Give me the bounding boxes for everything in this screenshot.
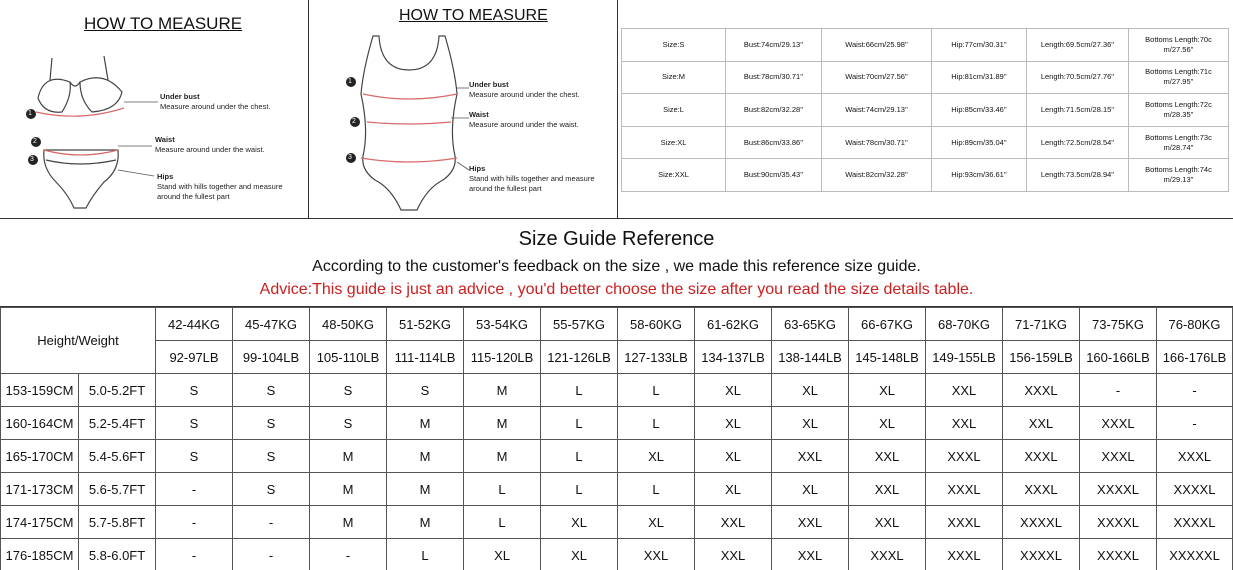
size-cell: XXXXL (1003, 506, 1080, 539)
height-row (1, 440, 1233, 473)
waist-cell: Waist:82cm/32.28'' (822, 159, 932, 192)
bottoms-length-cell (1129, 94, 1229, 127)
size-cell: XL (695, 440, 772, 473)
size-cell: Size:M (622, 61, 726, 94)
weight-lb-header: 166-176LB (1157, 341, 1233, 374)
length-cell: Length:71.5cm/28.15'' (1027, 94, 1129, 127)
under-bust-annotation (160, 92, 271, 112)
size-cell: XXXXL (1080, 539, 1157, 570)
size-cell: L (541, 374, 618, 407)
bottoms-length-line-1: Bottoms Length:74c (1145, 165, 1212, 175)
size-cell: XL (618, 506, 695, 539)
size-cell: M (464, 407, 541, 440)
size-guide-advice: Advice:This guide is just an advice , you'd better choose the size after you read the size details table. (259, 281, 974, 298)
bust-cell: Bust:78cm/30.71'' (726, 61, 822, 94)
height-ft-cell: 5.6-5.7FT (79, 473, 156, 506)
weight-lb-header: 149-155LB (926, 341, 1003, 374)
weight-kg-header: 53-54KG (464, 308, 541, 341)
size-cell: XXL (772, 440, 849, 473)
how-to-measure-title: HOW TO MEASURE (399, 7, 548, 24)
size-cell: XXXL (1003, 374, 1080, 407)
size-cell: XXL (849, 440, 926, 473)
size-cell: M (387, 407, 464, 440)
weight-lb-header: 92-97LB (156, 341, 233, 374)
height-ft-cell: 5.2-5.4FT (79, 407, 156, 440)
size-cell: S (156, 374, 233, 407)
height-cm-cell: 176-185CM (1, 539, 79, 570)
size-cell: - (1157, 374, 1233, 407)
weight-kg-header: 45-47KG (233, 308, 310, 341)
hips-label: Hips (469, 164, 486, 173)
under-bust-annotation (469, 80, 580, 100)
weight-kg-header: 48-50KG (310, 308, 387, 341)
size-cell: XXXL (926, 440, 1003, 473)
weight-kg-header: 51-52KG (387, 308, 464, 341)
bottoms-length-cell (1129, 61, 1229, 94)
hip-cell: Hip:77cm/30.31'' (932, 29, 1027, 62)
size-cell: S (310, 407, 387, 440)
how-to-measure-title: HOW TO MEASURE (84, 14, 243, 33)
size-cell: XXXL (1080, 440, 1157, 473)
size-cell: M (310, 440, 387, 473)
bottoms-length-line-2: m/27.95'' (1163, 77, 1194, 87)
size-cell: XXXL (926, 539, 1003, 570)
size-cell: L (464, 506, 541, 539)
hips-annotation (469, 164, 595, 194)
size-cell: XXL (1003, 407, 1080, 440)
size-cell: M (310, 473, 387, 506)
size-cell: XL (695, 407, 772, 440)
size-cell: L (618, 374, 695, 407)
bottoms-length-cell (1129, 159, 1229, 192)
under-bust-label: Under bust (160, 92, 200, 101)
measure-section (0, 0, 1233, 219)
size-cell: XL (772, 473, 849, 506)
size-cell: L (618, 473, 695, 506)
waist-annotation (469, 110, 579, 130)
size-cell: S (310, 374, 387, 407)
bust-cell: Bust:86cm/33.86'' (726, 126, 822, 159)
weight-kg-header: 58-60KG (618, 308, 695, 341)
size-cell: - (156, 539, 233, 570)
size-cell: S (156, 407, 233, 440)
size-cell: M (387, 506, 464, 539)
size-cell: - (233, 539, 310, 570)
bottoms-length-line-2: m/27.56'' (1163, 44, 1194, 54)
weight-kg-header: 55-57KG (541, 308, 618, 341)
size-cell: S (156, 440, 233, 473)
bottoms-length-cell (1129, 126, 1229, 159)
weight-kg-header: 73-75KG (1080, 308, 1157, 341)
weight-kg-header: 71-71KG (1003, 308, 1080, 341)
size-cell: XXXXL (1157, 506, 1233, 539)
bottoms-length-line-2: m/28.35'' (1163, 109, 1194, 119)
height-ft-cell: 5.0-5.2FT (79, 374, 156, 407)
hip-cell: Hip:81cm/31.89'' (932, 61, 1027, 94)
bust-cell: Bust:82cm/32.28'' (726, 94, 822, 127)
bottoms-length-line-2: m/28.74'' (1163, 142, 1194, 152)
size-cell: XXXXXL (1157, 539, 1233, 570)
size-cell: XL (541, 539, 618, 570)
size-cell: XXL (618, 539, 695, 570)
size-cell: XL (849, 407, 926, 440)
waist-cell: Waist:78cm/30.71'' (822, 126, 932, 159)
size-cell: L (464, 473, 541, 506)
size-guide-title: Size Guide Reference (518, 228, 715, 250)
size-details-table (621, 28, 1229, 192)
size-cell: S (233, 374, 310, 407)
size-cell: - (310, 539, 387, 570)
size-cell: M (464, 440, 541, 473)
waist-desc: Measure around under the waist. (469, 120, 579, 129)
size-cell: XL (772, 374, 849, 407)
size-cell: XXXL (1080, 407, 1157, 440)
height-ft-cell: 5.4-5.6FT (79, 440, 156, 473)
size-cell: M (387, 440, 464, 473)
size-cell: L (618, 407, 695, 440)
size-cell: - (156, 473, 233, 506)
size-cell: XXL (926, 407, 1003, 440)
size-cell: XL (464, 539, 541, 570)
size-cell: XXL (695, 506, 772, 539)
size-cell: XXL (849, 506, 926, 539)
length-cell: Length:73.5cm/28.94'' (1027, 159, 1129, 192)
size-guide-subtitle: According to the customer's feedback on the size , we made this reference size guide. (312, 258, 921, 275)
weight-lb-header: 138-144LB (772, 341, 849, 374)
size-cell: XXXL (1003, 473, 1080, 506)
size-cell: XXL (849, 473, 926, 506)
size-cell: S (233, 407, 310, 440)
marker-3: 3 (348, 154, 352, 161)
size-cell: XL (849, 374, 926, 407)
size-cell: XL (541, 506, 618, 539)
marker-3: 3 (30, 156, 34, 163)
length-cell: Length:72.5cm/28.54'' (1027, 126, 1129, 159)
size-cell: XXXL (1157, 440, 1233, 473)
waist-label: Waist (155, 135, 175, 144)
size-cell: XXL (926, 374, 1003, 407)
size-detail-row (622, 159, 1229, 192)
weight-kg-header: 42-44KG (156, 308, 233, 341)
size-cell: XXXXL (1003, 539, 1080, 570)
bust-cell: Bust:74cm/29.13'' (726, 29, 822, 62)
weight-lb-header: 99-104LB (233, 341, 310, 374)
size-detail-row (622, 94, 1229, 127)
marker-1: 1 (348, 78, 352, 85)
weight-kg-header: 63-65KG (772, 308, 849, 341)
length-cell: Length:70.5cm/27.76'' (1027, 61, 1129, 94)
size-cell: Size:XL (622, 126, 726, 159)
weight-lb-header: 105-110LB (310, 341, 387, 374)
size-cell: Size:XXL (622, 159, 726, 192)
size-cell: M (464, 374, 541, 407)
under-bust-label: Under bust (469, 80, 509, 89)
size-cell: XXXL (926, 473, 1003, 506)
hips-label: Hips (157, 172, 174, 181)
marker-2: 2 (33, 138, 37, 145)
height-ft-cell: 5.7-5.8FT (79, 506, 156, 539)
size-cell: XL (695, 374, 772, 407)
weight-lb-header: 115-120LB (464, 341, 541, 374)
measure-panel-swimsuit (309, 0, 618, 219)
size-cell: L (387, 539, 464, 570)
weight-lb-header: 111-114LB (387, 341, 464, 374)
size-cell: XXXL (1003, 440, 1080, 473)
bottoms-length-line-2: m/29.13'' (1163, 175, 1194, 185)
hip-cell: Hip:85cm/33.46'' (932, 94, 1027, 127)
size-cell: S (233, 473, 310, 506)
size-cell: XXL (695, 539, 772, 570)
size-cell: M (387, 473, 464, 506)
hips-desc-2: around the fullest part (157, 192, 230, 201)
weight-kg-header: 66-67KG (849, 308, 926, 341)
size-cell: XL (772, 407, 849, 440)
weight-lb-header: 134-137LB (695, 341, 772, 374)
hips-annotation (157, 172, 283, 202)
height-cm-cell: 160-164CM (1, 407, 79, 440)
weight-lb-header: 145-148LB (849, 341, 926, 374)
waist-cell: Waist:66cm/25.98'' (822, 29, 932, 62)
height-row (1, 374, 1233, 407)
waist-cell: Waist:74cm/29.13'' (822, 94, 932, 127)
height-ft-cell: 5.8-6.0FT (79, 539, 156, 570)
weight-kg-header: 61-62KG (695, 308, 772, 341)
height-row (1, 506, 1233, 539)
waist-cell: Waist:70cm/27.56'' (822, 61, 932, 94)
weight-kg-header: 76-80KG (1157, 308, 1233, 341)
weight-lb-header: 156-159LB (1003, 341, 1080, 374)
bust-cell: Bust:90cm/35.43'' (726, 159, 822, 192)
size-cell: L (541, 473, 618, 506)
size-cell: Size:L (622, 94, 726, 127)
hips-desc-1: Stand with hills together and measure (157, 182, 283, 191)
size-cell: M (310, 506, 387, 539)
size-cell: XXXL (849, 539, 926, 570)
weight-lb-header: 121-126LB (541, 341, 618, 374)
bottoms-length-line-1: Bottoms Length:70c (1145, 34, 1212, 44)
hip-cell: Hip:93cm/36.61'' (932, 159, 1027, 192)
weight-kg-header: 68-70KG (926, 308, 1003, 341)
weight-kg-header-row (1, 308, 1233, 341)
length-cell: Length:69.5cm/27.36'' (1027, 29, 1129, 62)
size-cell: XXL (772, 539, 849, 570)
height-cm-cell: 171-173CM (1, 473, 79, 506)
under-bust-desc: Measure around under the chest. (469, 90, 580, 99)
size-guide-header (0, 219, 1233, 307)
size-cell: XXXL (926, 506, 1003, 539)
size-cell: L (541, 440, 618, 473)
size-cell: XL (618, 440, 695, 473)
size-cell: - (156, 506, 233, 539)
size-cell: Size:S (622, 29, 726, 62)
under-bust-desc: Measure around under the chest. (160, 102, 271, 111)
size-guide-table (0, 307, 1233, 570)
bottoms-length-line-1: Bottoms Length:71c (1145, 67, 1212, 77)
weight-lb-header: 127-133LB (618, 341, 695, 374)
size-cell: XL (695, 473, 772, 506)
size-cell: - (1157, 407, 1233, 440)
hips-desc-1: Stand with hills together and measure (469, 174, 595, 183)
marker-2: 2 (352, 118, 356, 125)
bottoms-length-cell (1129, 29, 1229, 62)
waist-desc: Measure around under the waist. (155, 145, 265, 154)
size-detail-row (622, 126, 1229, 159)
size-cell: XXXXL (1080, 506, 1157, 539)
waist-label: Waist (469, 110, 489, 119)
size-cell: - (1080, 374, 1157, 407)
size-cell: S (233, 440, 310, 473)
height-row (1, 539, 1233, 570)
size-cell: XXXXL (1080, 473, 1157, 506)
height-row (1, 407, 1233, 440)
bottoms-length-line-1: Bottoms Length:73c (1145, 132, 1212, 142)
height-row (1, 473, 1233, 506)
size-details-panel (618, 0, 1233, 219)
bottoms-length-line-1: Bottoms Length:72c (1145, 99, 1212, 109)
weight-lb-header: 160-166LB (1080, 341, 1157, 374)
height-cm-cell: 153-159CM (1, 374, 79, 407)
size-cell: - (233, 506, 310, 539)
measure-panel-bikini (0, 0, 309, 219)
size-detail-row (622, 29, 1229, 62)
weight-lb-header-row (1, 341, 1233, 374)
hip-cell: Hip:89cm/35.04'' (932, 126, 1027, 159)
size-cell: L (541, 407, 618, 440)
size-cell: S (387, 374, 464, 407)
size-cell: XXL (772, 506, 849, 539)
height-cm-cell: 165-170CM (1, 440, 79, 473)
waist-annotation (155, 135, 265, 155)
height-weight-corner: Height/Weight (1, 308, 156, 374)
hips-desc-2: around the fullest part (469, 184, 542, 193)
size-cell: XXXXL (1157, 473, 1233, 506)
height-cm-cell: 174-175CM (1, 506, 79, 539)
marker-1: 1 (28, 110, 32, 117)
size-detail-row (622, 61, 1229, 94)
